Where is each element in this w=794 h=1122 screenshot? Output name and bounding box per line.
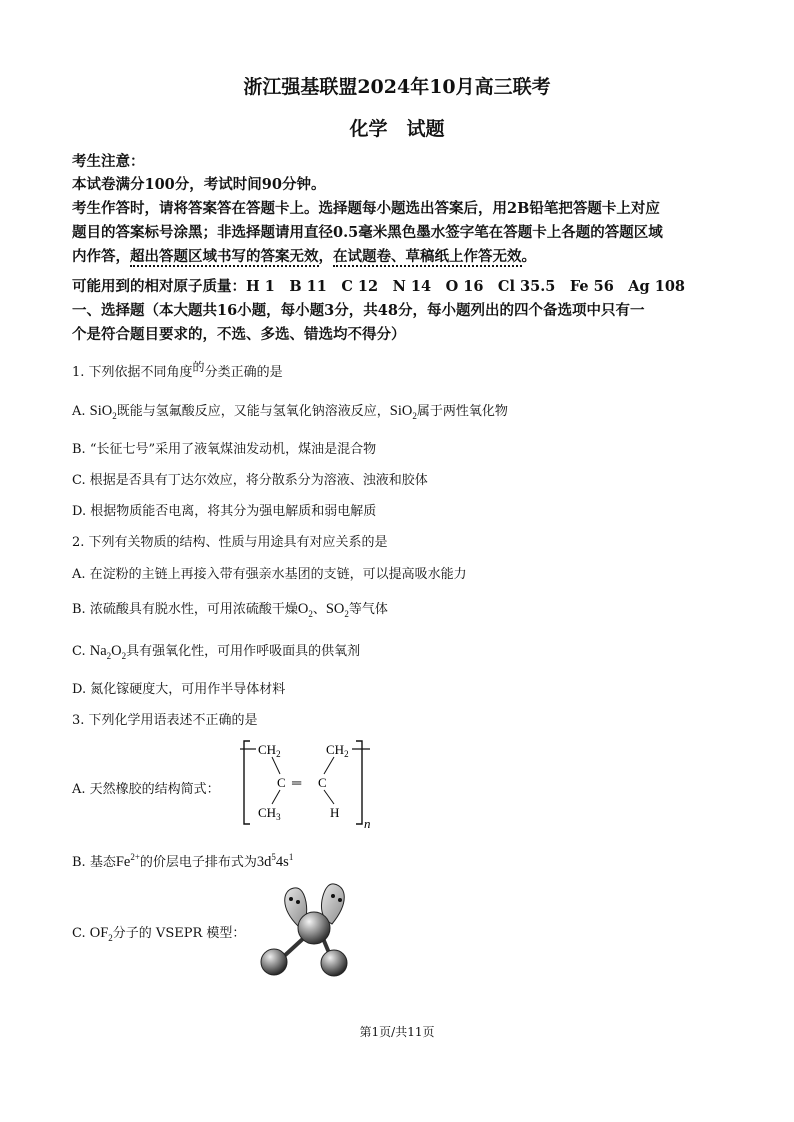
q3-option-b [72,851,293,871]
q2-option-a: A. 在淀粉的主链上再接入带有强亲水基团的支链，可以提高吸水能力 [72,567,467,582]
notice-line-2: 考生作答时，请将答案答在答题卡上。选择题每小题选出答案后，用2B铅笔把答题卡上对应 [72,200,660,217]
notice-line-1: 本试卷满分100分，考试时间90分钟。 [72,176,326,193]
vsepr-model-diagram [254,878,372,978]
notice-line-4 [72,245,536,266]
q1-stem-de: 的 [192,360,205,374]
q1-stem-b: 分类正确的是 [204,365,283,380]
exam-subtitle: 化学 试题 [349,118,445,140]
exam-title: 浙江强基联盟2024年10月高三联考 [243,76,551,98]
ligand-atom-left [261,949,287,975]
q2-b-o2: $O_2$ [297,601,313,619]
q1-a-label: A. [72,404,90,419]
q1-option-d: D. 根据物质能否电离，将其分为强电解质和弱电解质 [72,504,377,519]
q3-c-end: 分子的 VSEPR 模型： [112,926,246,941]
q1-a-formula-2: SiO$_2$ [389,403,417,421]
atomic-masses: 可能用到的相对原子质量：H 1 B 11 C 12 N 14 O 16 Cl 35.5 Fe 56 Ag 108 [72,278,685,295]
q3-stem: 3. 下列化学用语表述不正确的是 [72,713,258,728]
q1-a-formula-1: SiO$_2$ [89,403,117,421]
notice-line-4-e: 。 [521,248,536,265]
atom-ch2-right: $CH_2$ [326,742,349,759]
q3-c-formula: $OF_2$ [89,925,113,943]
q2-b-end: 等气体 [348,602,388,617]
q1-option-c: C. 根据是否具有丁达尔效应，将分散系分为溶液、浊液和胶体 [72,473,428,488]
q2-option-b [72,598,388,619]
q2-c-formula: $Na_2O_2$ [89,643,127,661]
notice-line-3: 题目的答案标号涂黑；非选择题请用直径0.5毫米黑色墨水签字笔在答题卡上各题的答题区域 [72,224,663,241]
lone-pair-dot [296,900,300,904]
q1-option-a [72,400,508,421]
q1-option-b: B. “长征七号”采用了液氧煤油发动机，煤油是混合物 [72,442,377,457]
q3-b-pre: B. 基态 [72,855,116,870]
rubber-structure-diagram [240,738,380,830]
atom-h: H [330,805,340,820]
bond-c-h [324,790,334,804]
atom-c-right: C [318,775,327,790]
q2-b-so2: $SO_2$ [325,601,349,619]
q2-b-pre: B. 浓硫酸具有脱水性，可用浓硫酸干燥 [72,602,298,617]
q2-stem: 2. 下列有关物质的结构、性质与用途具有对应关系的是 [72,535,388,550]
notice-line-4-a: 内作答， [72,248,130,265]
q3-b-ion: $Fe^{2+}$ [115,852,140,870]
q3-b-mid: 的价层电子排布式为 [139,855,257,870]
q3-option-a-text: A. 天然橡胶的结构简式： [72,782,220,797]
q3-option-c [72,922,245,943]
q3-b-config: $3d^54s^1$ [256,852,294,870]
atom-c-left: C [277,775,286,790]
lone-pair-dot [331,894,335,898]
section-heading-2: 个是符合题目要求的，不选、多选、错选均不得分） [72,326,406,343]
q1-a-end: 属于两性氧化物 [416,404,508,419]
q2-option-d: D. 氮化镓硬度大，可用作半导体材料 [72,682,286,697]
q2-c-end: 具有强氧化性，可用作呼吸面具的供氧剂 [126,644,361,659]
left-bracket [244,741,250,824]
notice-heading: 考生注意： [72,153,145,170]
ligand-atom-right [321,950,347,976]
double-bond: ═ [292,775,302,790]
right-bracket [356,741,362,824]
q3-c-label: C. [72,926,90,941]
repeat-n: n [364,816,371,830]
atom-ch2-left: $CH_2$ [258,742,281,759]
q1-a-mid: 既能与氢氟酸反应，又能与氢氧化钠溶液反应， [116,404,390,419]
page-footer: 第1页/共11页 [359,1025,435,1039]
bond-c-ch2 [324,757,334,774]
lone-pair-dot [289,897,293,901]
q1-stem-a: 1. 下列依据不同角度 [72,365,193,380]
notice-emphasis-2: 在试题卷、草稿纸上作答无效 [333,248,522,265]
section-heading-1: 一、选择题（本大题共16小题，每小题3分，共48分，每小题列出的四个备选项中只有一 [72,302,645,319]
notice-emphasis-1: 超出答题区域书写的答案无效 [130,248,319,265]
central-atom [298,912,330,944]
bond-c-ch3 [272,790,280,804]
bond-ch2-c [272,757,280,774]
q2-c-label: C. [72,644,90,659]
atom-ch3: $CH_3$ [258,805,281,822]
notice-line-4-c: ， [318,248,333,265]
q2-b-sep: 、 [312,602,326,617]
q2-option-c [72,640,360,661]
q1-stem [72,361,283,380]
lone-pair-dot [338,898,342,902]
